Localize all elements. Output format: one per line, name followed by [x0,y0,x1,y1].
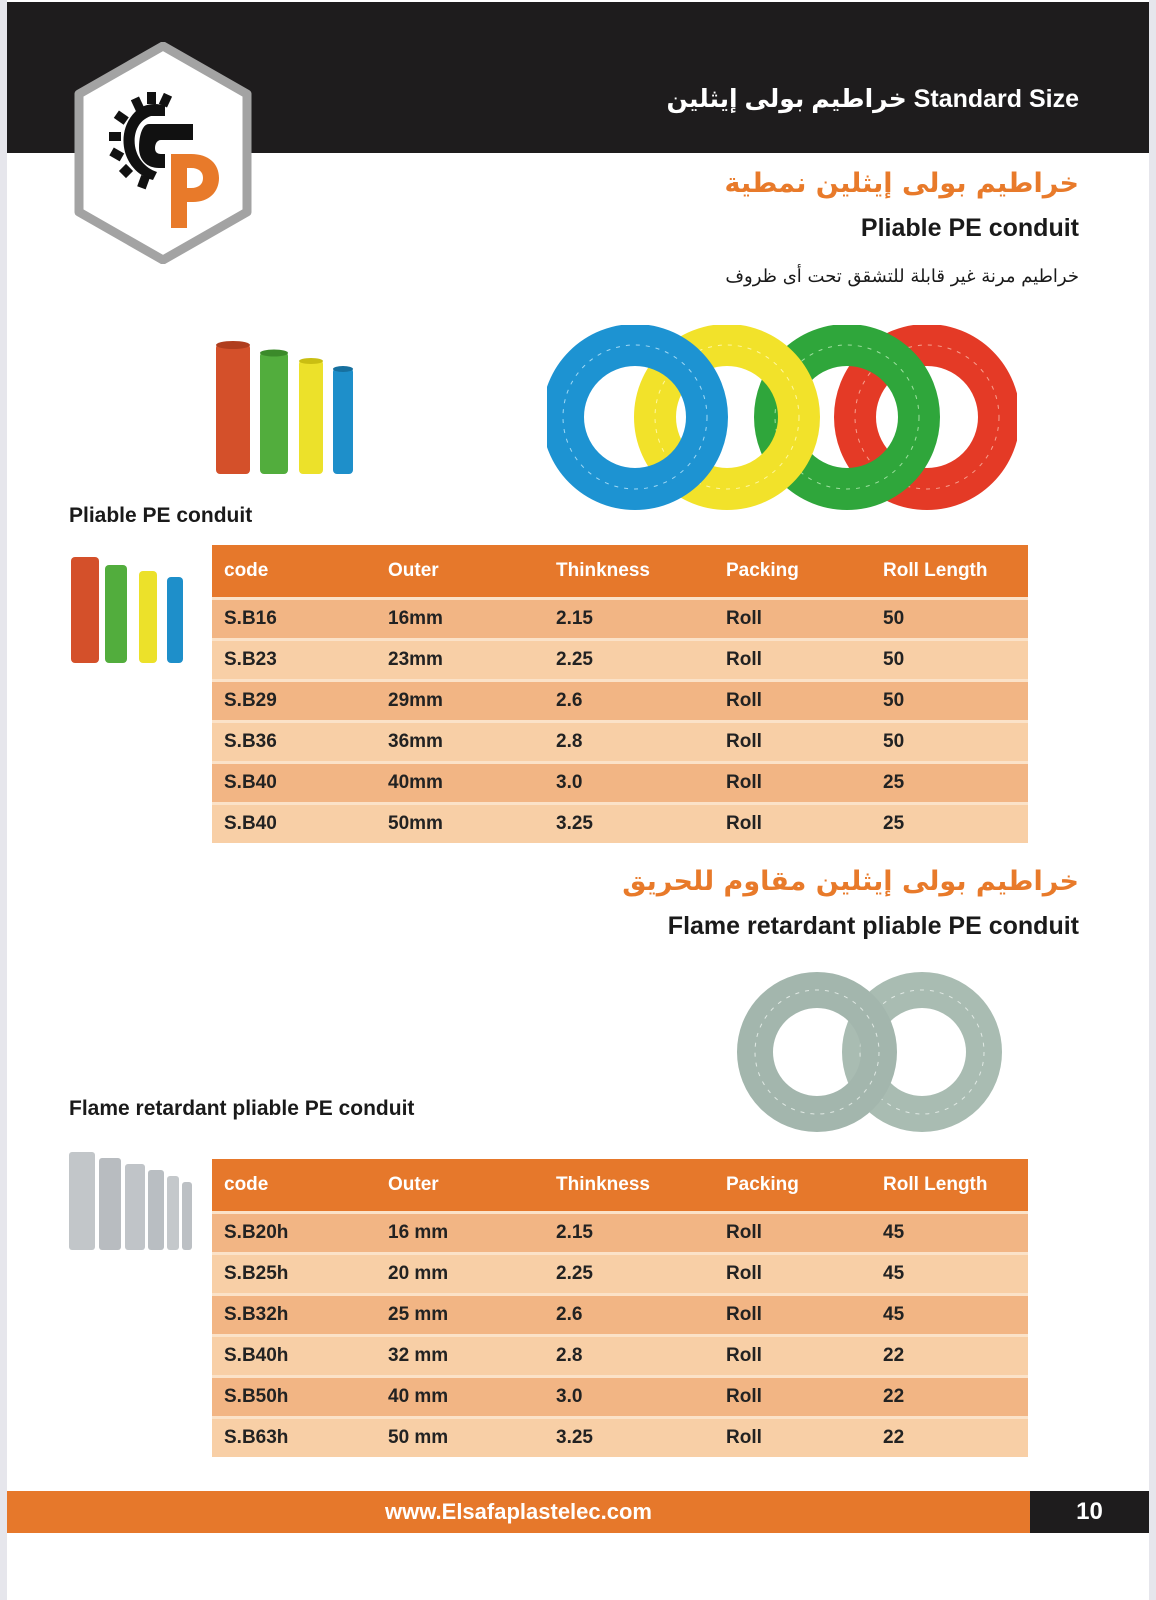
cell-thickness: 2.15 [544,1211,714,1252]
column-header-code: code [212,545,376,597]
section2-title-arabic: خراطيم بولى إيثلين مقاوم للحريق [622,866,1079,897]
cell-code: S.B16 [212,597,376,638]
cell-packing: Roll [714,720,871,761]
cell-thickness: 2.15 [544,597,714,638]
cell-roll-length: 45 [871,1211,1028,1252]
table-row [212,802,1028,843]
cell-packing: Roll [714,597,871,638]
cell-thickness: 3.0 [544,761,714,802]
footer-bar [7,1491,1030,1533]
cell-outer: 40 mm [376,1375,544,1416]
cell-outer: 50mm [376,802,544,843]
cell-thickness: 3.0 [544,1375,714,1416]
table-row [212,720,1028,761]
cell-roll-length: 50 [871,679,1028,720]
cell-packing: Roll [714,1293,871,1334]
section1-side-label: Pliable PE conduit [69,504,253,527]
section2-side-label: Flame retardant pliable PE conduit [69,1097,415,1120]
cell-roll-length: 50 [871,720,1028,761]
cell-code: S.B50h [212,1375,376,1416]
cell-roll-length: 22 [871,1416,1028,1457]
colored-coils-image [547,325,1017,525]
tube-gray-4 [148,1170,164,1250]
cell-outer: 36mm [376,720,544,761]
cell-packing: Roll [714,802,871,843]
cell-outer: 16 mm [376,1211,544,1252]
colored-tubes-image [212,340,362,480]
cell-code: S.B32h [212,1293,376,1334]
tube-red [216,341,250,474]
cell-packing: Roll [714,638,871,679]
table-header-row [212,545,1028,597]
table-row [212,1252,1028,1293]
tube-gray-2 [99,1158,121,1250]
website-link[interactable]: www.Elsafaplastelec.com [385,1499,652,1524]
tube-blue [167,577,183,663]
cell-roll-length: 45 [871,1252,1028,1293]
section1-title-arabic: خراطيم بولى إيثلين نمطية [724,168,1079,199]
cell-roll-length: 45 [871,1293,1028,1334]
column-header-roll-length: Roll Length [871,1159,1028,1211]
tube-yellow [299,358,323,474]
gray-tubes-image [67,1150,197,1252]
page-number: 10 [1030,1491,1149,1533]
cell-roll-length: 22 [871,1334,1028,1375]
column-header-thickness: Thinkness [544,1159,714,1211]
cell-roll-length: 25 [871,761,1028,802]
table-row [212,1416,1028,1457]
cell-outer: 40mm [376,761,544,802]
tube-gray-3 [125,1164,145,1250]
cell-code: S.B29 [212,679,376,720]
cell-outer: 25 mm [376,1293,544,1334]
section2-title-english: Flame retardant pliable PE conduit [667,912,1079,940]
cell-code: S.B36 [212,720,376,761]
cell-roll-length: 25 [871,802,1028,843]
cell-code: S.B20h [212,1211,376,1252]
table-row [212,1211,1028,1252]
column-header-packing: Packing [714,1159,871,1211]
tube-green [105,565,127,663]
cell-thickness: 3.25 [544,1416,714,1457]
cell-packing: Roll [714,1416,871,1457]
logo-hexagon [79,46,247,260]
tube-gray-1 [69,1152,95,1250]
column-header-packing: Packing [714,545,871,597]
cell-code: S.B40 [212,761,376,802]
cell-thickness: 2.25 [544,638,714,679]
cell-thickness: 2.6 [544,1293,714,1334]
table-row [212,761,1028,802]
header-title: خراطيم بولى إيثلين Standard Size [666,85,1079,113]
cell-code: S.B40h [212,1334,376,1375]
tube-gray-6 [182,1182,192,1250]
cell-outer: 20 mm [376,1252,544,1293]
cell-code: S.B25h [212,1252,376,1293]
cell-code: S.B40 [212,802,376,843]
cell-roll-length: 22 [871,1375,1028,1416]
table-row [212,1293,1028,1334]
tube-green [260,350,288,475]
section1-description-arabic: خراطيم مرنة غير قابلة للتشقق تحت أى ظروف [725,266,1079,287]
table-row [212,1375,1028,1416]
cell-thickness: 2.25 [544,1252,714,1293]
tube-blue [333,366,353,474]
cell-code: S.B23 [212,638,376,679]
table-row [212,597,1028,638]
gray-coils-image [722,960,1012,1145]
company-logo [73,42,253,264]
cell-packing: Roll [714,1252,871,1293]
cell-thickness: 2.8 [544,1334,714,1375]
table-header-row [212,1159,1028,1211]
flame-retardant-conduit-spec-table [212,1159,1028,1457]
cell-packing: Roll [714,679,871,720]
column-header-roll-length: Roll Length [871,545,1028,597]
column-header-outer: Outer [376,545,544,597]
cell-code: S.B63h [212,1416,376,1457]
column-header-outer: Outer [376,1159,544,1211]
table-row [212,679,1028,720]
cell-outer: 32 mm [376,1334,544,1375]
cell-packing: Roll [714,1334,871,1375]
tube-yellow [139,571,157,663]
cell-packing: Roll [714,761,871,802]
cell-thickness: 3.25 [544,802,714,843]
tube-gray-5 [167,1176,179,1250]
table-row [212,638,1028,679]
column-header-code: code [212,1159,376,1211]
cell-roll-length: 50 [871,597,1028,638]
pliable-conduit-spec-table [212,545,1028,843]
cell-outer: 16mm [376,597,544,638]
tube-red [71,557,99,663]
cell-packing: Roll [714,1375,871,1416]
table-row [212,1334,1028,1375]
cell-outer: 29mm [376,679,544,720]
cell-outer: 23mm [376,638,544,679]
cell-packing: Roll [714,1211,871,1252]
cell-roll-length: 50 [871,638,1028,679]
column-header-thickness: Thinkness [544,545,714,597]
catalog-page [7,0,1149,1600]
cell-outer: 50 mm [376,1416,544,1457]
colored-tubes-small-image [69,555,194,667]
cell-thickness: 2.6 [544,679,714,720]
cell-thickness: 2.8 [544,720,714,761]
section1-title-english: Pliable PE conduit [860,214,1079,242]
